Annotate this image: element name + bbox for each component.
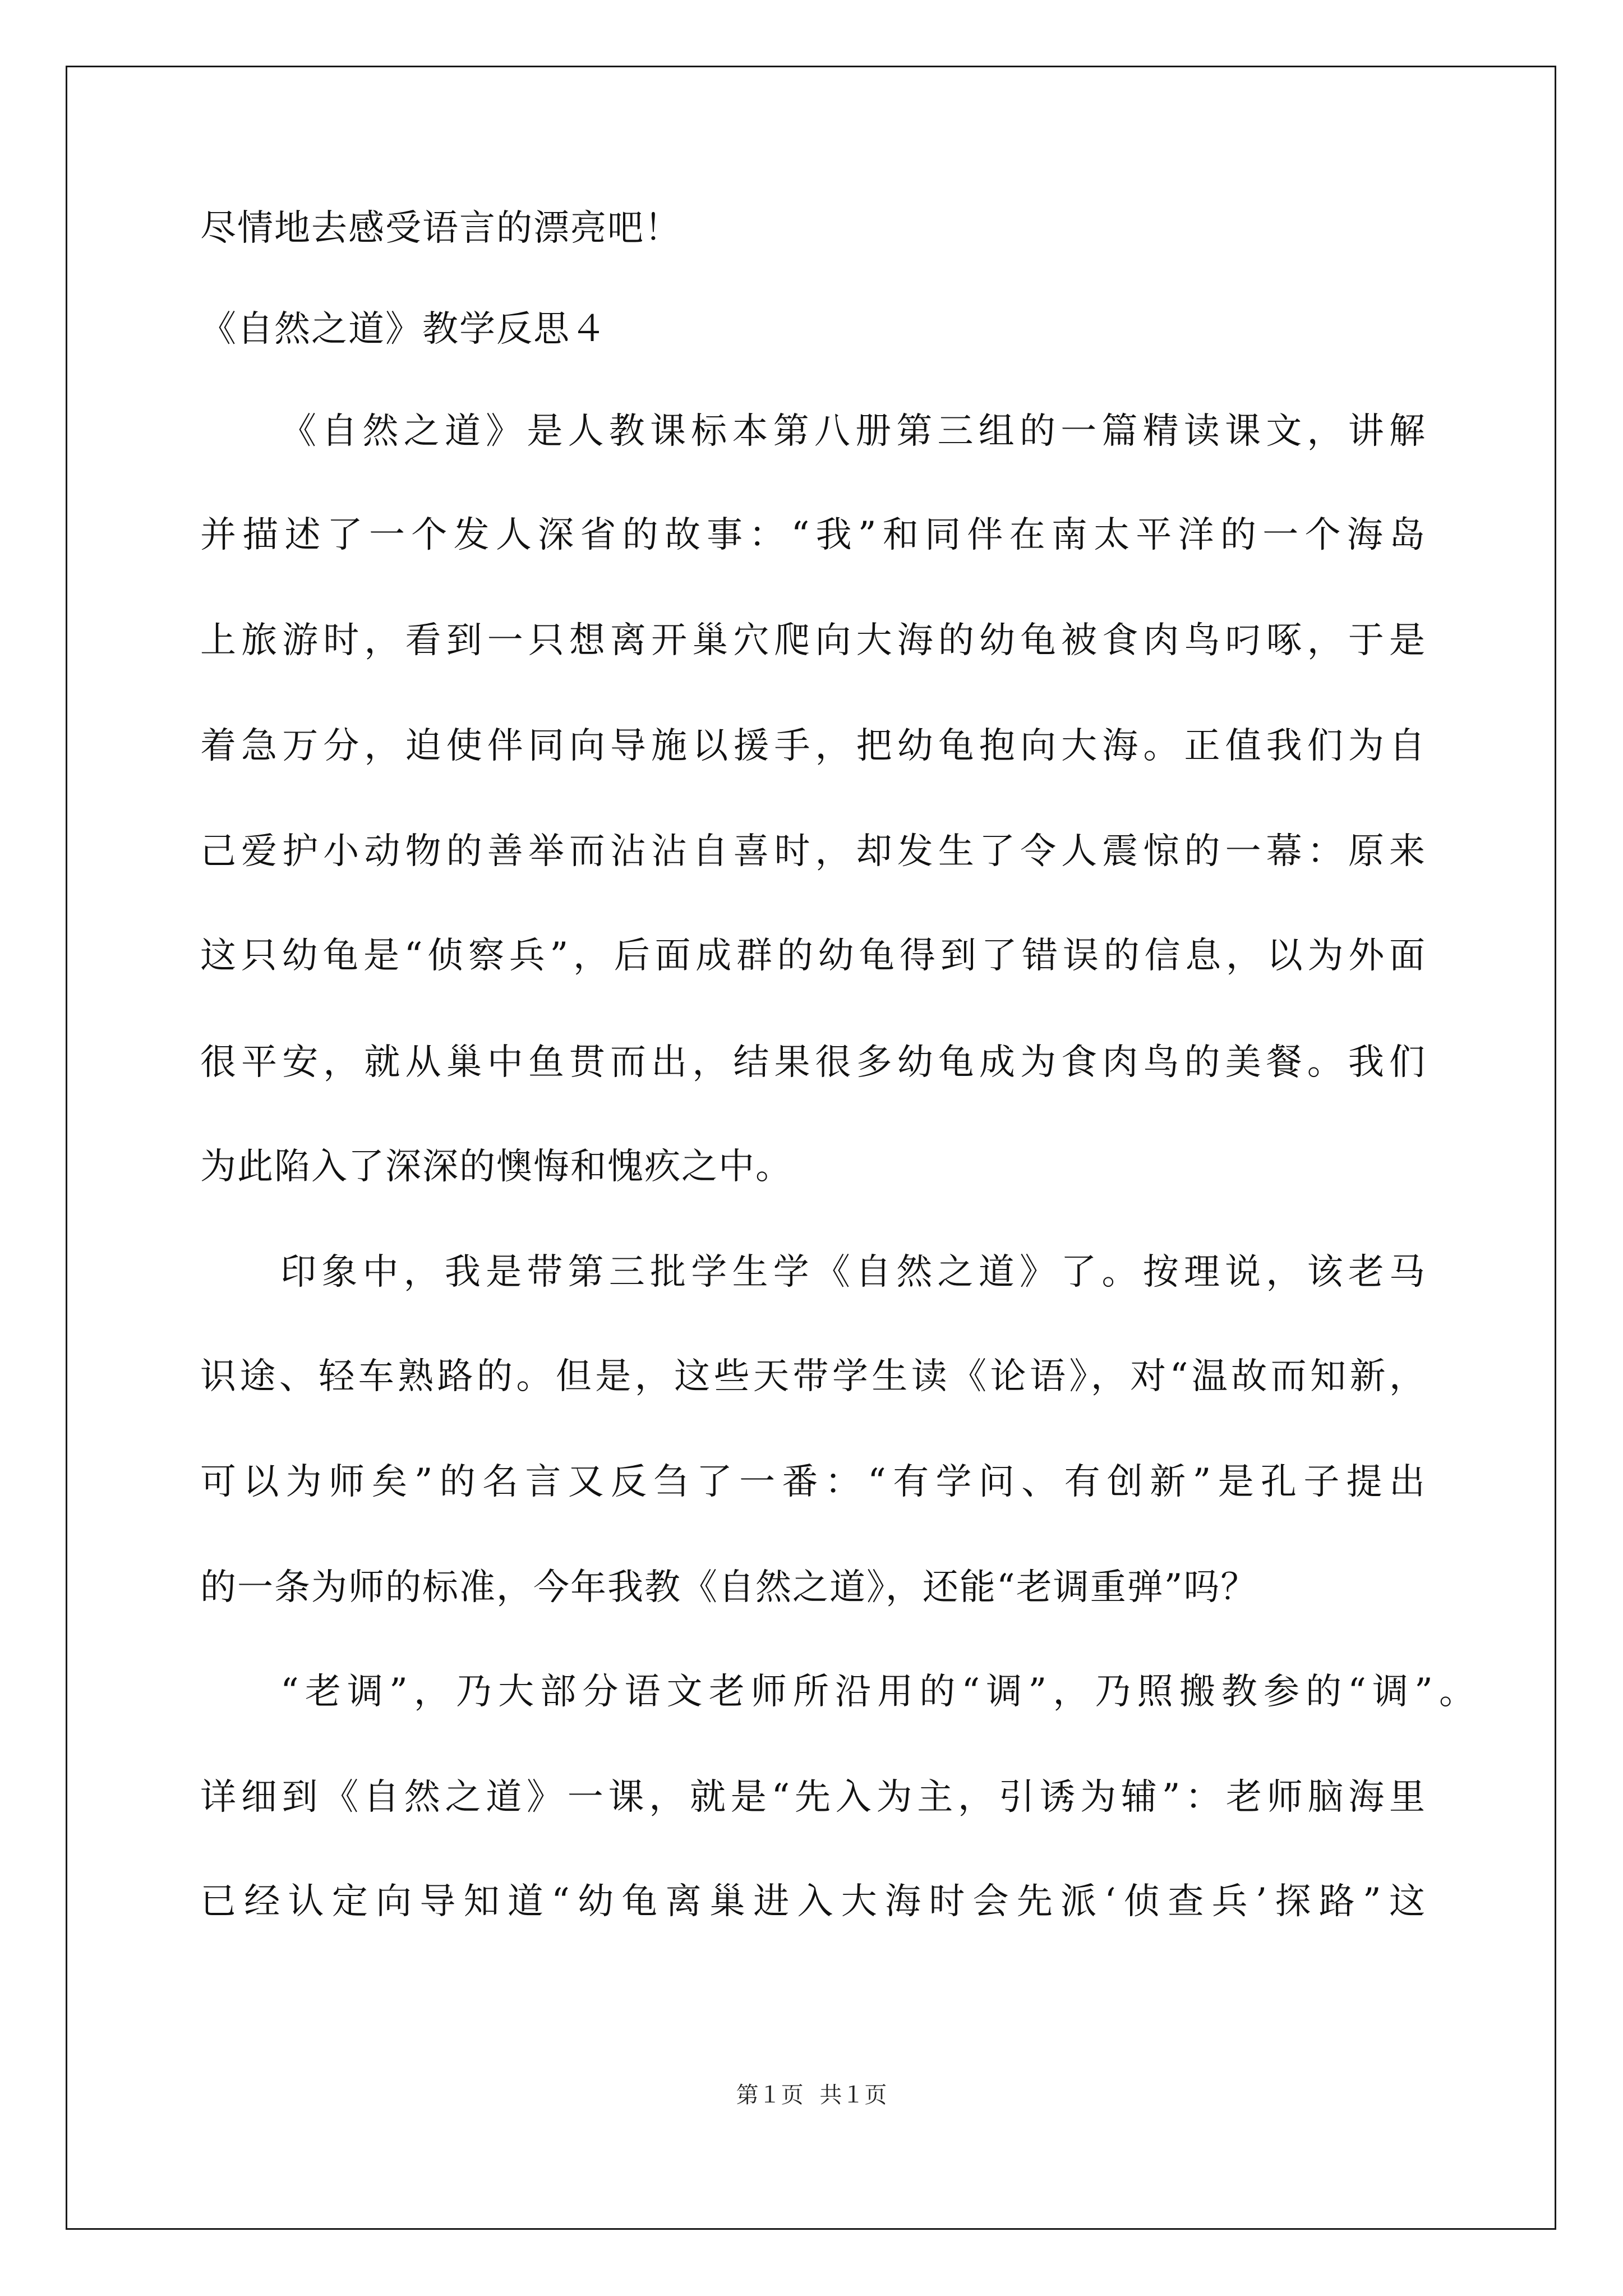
text-line: 尽情地去感受语言的漂亮吧！ (200, 208, 681, 249)
text-line: 这只幼龟是“侦察兵”，后面成群的幼龟得到了错误的信息，以为外面 (200, 935, 1425, 977)
text-line: 可以为师矣”的名言又反刍了一番：“有学问、有创新”是孔子提出 (200, 1461, 1425, 1503)
text-line: 的一条为师的标准，今年我教《自然之道》，还能“老调重弹”吗？ (200, 1567, 1258, 1608)
text-line: 已经认定向导知道“幼龟离巢进入大海时会先派‘侦查兵’探路”这 (200, 1881, 1425, 1922)
text-line: 《自然之道》是人教课标本第八册第三组的一篇精读课文，讲解 (280, 411, 1425, 452)
text-line: 并描述了一个发人深省的故事：“我”和同伴在南太平洋的一个海岛 (200, 514, 1425, 556)
text-line: 上旅游时，看到一只想离开巢穴爬向大海的幼龟被食肉鸟叼啄，于是 (200, 620, 1425, 661)
text-line: 着急万分，迫使伴同向导施以援手，把幼龟抱向大海。正值我们为自 (200, 725, 1425, 767)
text-line: 很平安，就从巢中鱼贯而出，结果很多幼龟成为食肉鸟的美餐。我们 (200, 1042, 1425, 1083)
text-line: 为此陷入了深深的懊悔和愧疚之中。 (200, 1146, 792, 1188)
page-total: 共１页 (819, 2082, 887, 2108)
page-number: 第１页 (736, 2082, 804, 2108)
text-line: 详细到《自然之道》一课，就是“先入为主，引诱为辅”：老师脑海里 (200, 1777, 1425, 1818)
text-line: 己爱护小动物的善举而沾沾自喜时，却发生了令人震惊的一幕：原来 (200, 831, 1425, 872)
text-line: 识途、轻车熟路的。但是，这些天带学生读《论语》，对“温故而知新， (200, 1356, 1425, 1397)
text-line: 印象中，我是带第三批学生学《自然之道》了。按理说，该老马 (280, 1251, 1425, 1293)
text-line: “老调”，乃大部分语文老师所沿用的“调”，乃照搬教参的“调”。 (280, 1671, 1475, 1713)
page-footer (0, 2078, 1623, 2112)
section-title: 《自然之道》教学反思４ (200, 309, 607, 350)
